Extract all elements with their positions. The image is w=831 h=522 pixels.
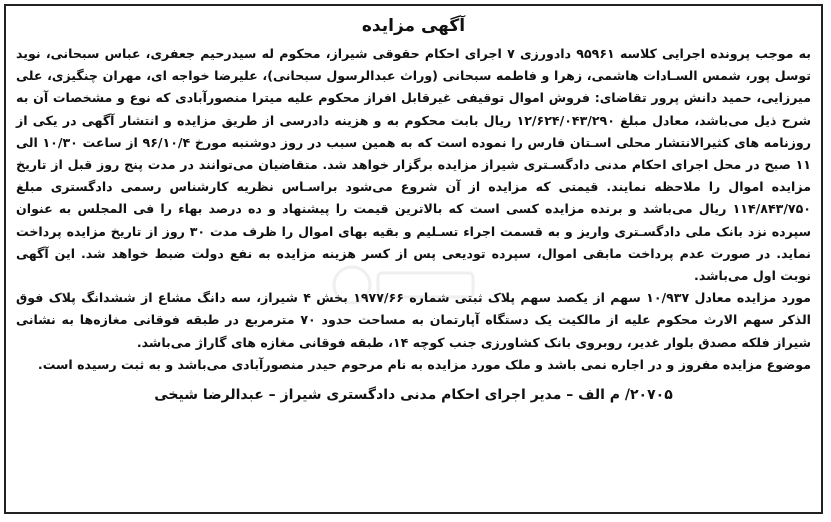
notice-title: آگهی مزایده (361, 16, 466, 36)
notice-body (16, 43, 811, 376)
notice-signature: ۲۰۷۰۵/ م الف – مدیر اجرای احکام مدنی دادگستری شیراز – عبدالرضا شیخی (154, 387, 673, 404)
notice-paragraph-2: مورد مزایده معادل ۱۰/۹۳۷ سهم از یکصد سهم پلاک ثبتی شماره ۱۹۷۷/۶۶ بخش ۴ شیراز، سه دانگ مشاع از ششدانگ پلاک فوق الذکر سهم الارث محکوم علیه از مالکیت یک دستگاه آپارتمان به مساحت حدود ۷۰ مترمربع در طبقه فوقانی مغازه‌ها به نشانی شیراز فلکه مصدق بلوار غدیر، روبروی بانک کشاورزی جنب کوچه ۱۴، طبقه فوقانی مغازه های گاراژ می‌باشد. (16, 290, 811, 350)
notice-frame (4, 4, 823, 514)
notice-paragraph-3: موضوع مزایده مفروز و در اجاره نمی باشد و ملک مورد مزایده به نام مرحوم حیدر منصورآبادی می‌باشد و به ثبت رسیده است. (37, 356, 811, 372)
notice-paragraph-1: به موجب پرونده اجرایی کلاسه ۹۵۹۶۱ دادورزی ۷ اجرای احکام حقوقی شیراز، محکوم له سیدرحیم جعفری، عباس سبحانی، نوید توسل پور، شمس السـادات هاشمی، زهرا و فاطمه سبحانی (وراث عبدالرسول سبحانی)، علیرضا خواجه ای، مهران چنگیزی، علی میرزایی، حمید دانش پرور تقاضای: فروش اموال توقیفی غیرقابل افراز محکوم علیه میترا منصورآبادی که نوع و مشخصات آن به شرح ذیل می‌باشد، معادل مبلغ ۱۲/۶۲۴/۰۴۳/۲۹۰ ریال بابت محکوم به و هزینه دادرسی از طریق مزایده و انتشار آگهی در یکی از روزنامه های کثیرالانتشار محلی اسـتان فارس را نموده است که به همین سبب در روز دوشنبه مورخ ۹۶/۱۰/۴ از ساعت ۱۰/۳۰ الی ۱۱ صبح در محل اجرای احکام مدنی دادگسـتری شیراز مزایده برگزار خواهد شد. متقاضیان می‌توانند در مدت پنج روز قبل از تاریخ مزایده اموال را ملاحظه نمایند. قیمتی که مزایده از آن شروع می‌شود براسـاس نظریه کارشناس رسمی دادگستری مبلغ ۱۱۴/۸۴۳/۷۵۰ ریال می‌باشد و برنده مزایده کسی است که بالاترین قیمت را پیشنهاد و ده درصد بهاء را فی المجلس به عنوان سپرده نزد بانک ملی دادگسـتری واریز و به قسمت اجراء تسـلیم و بقیه بهای اموال را ظرف مدت ۳۰ روز از تاریخ مزایده پرداخت نماید. در صورت عدم پرداخت مابقی اموال، سپرده تودیعی پس از کسر هزینه مزایده به نفع دولت ضبط خواهد شد. این آگهی نوبت اول می‌باشد. (16, 46, 812, 284)
